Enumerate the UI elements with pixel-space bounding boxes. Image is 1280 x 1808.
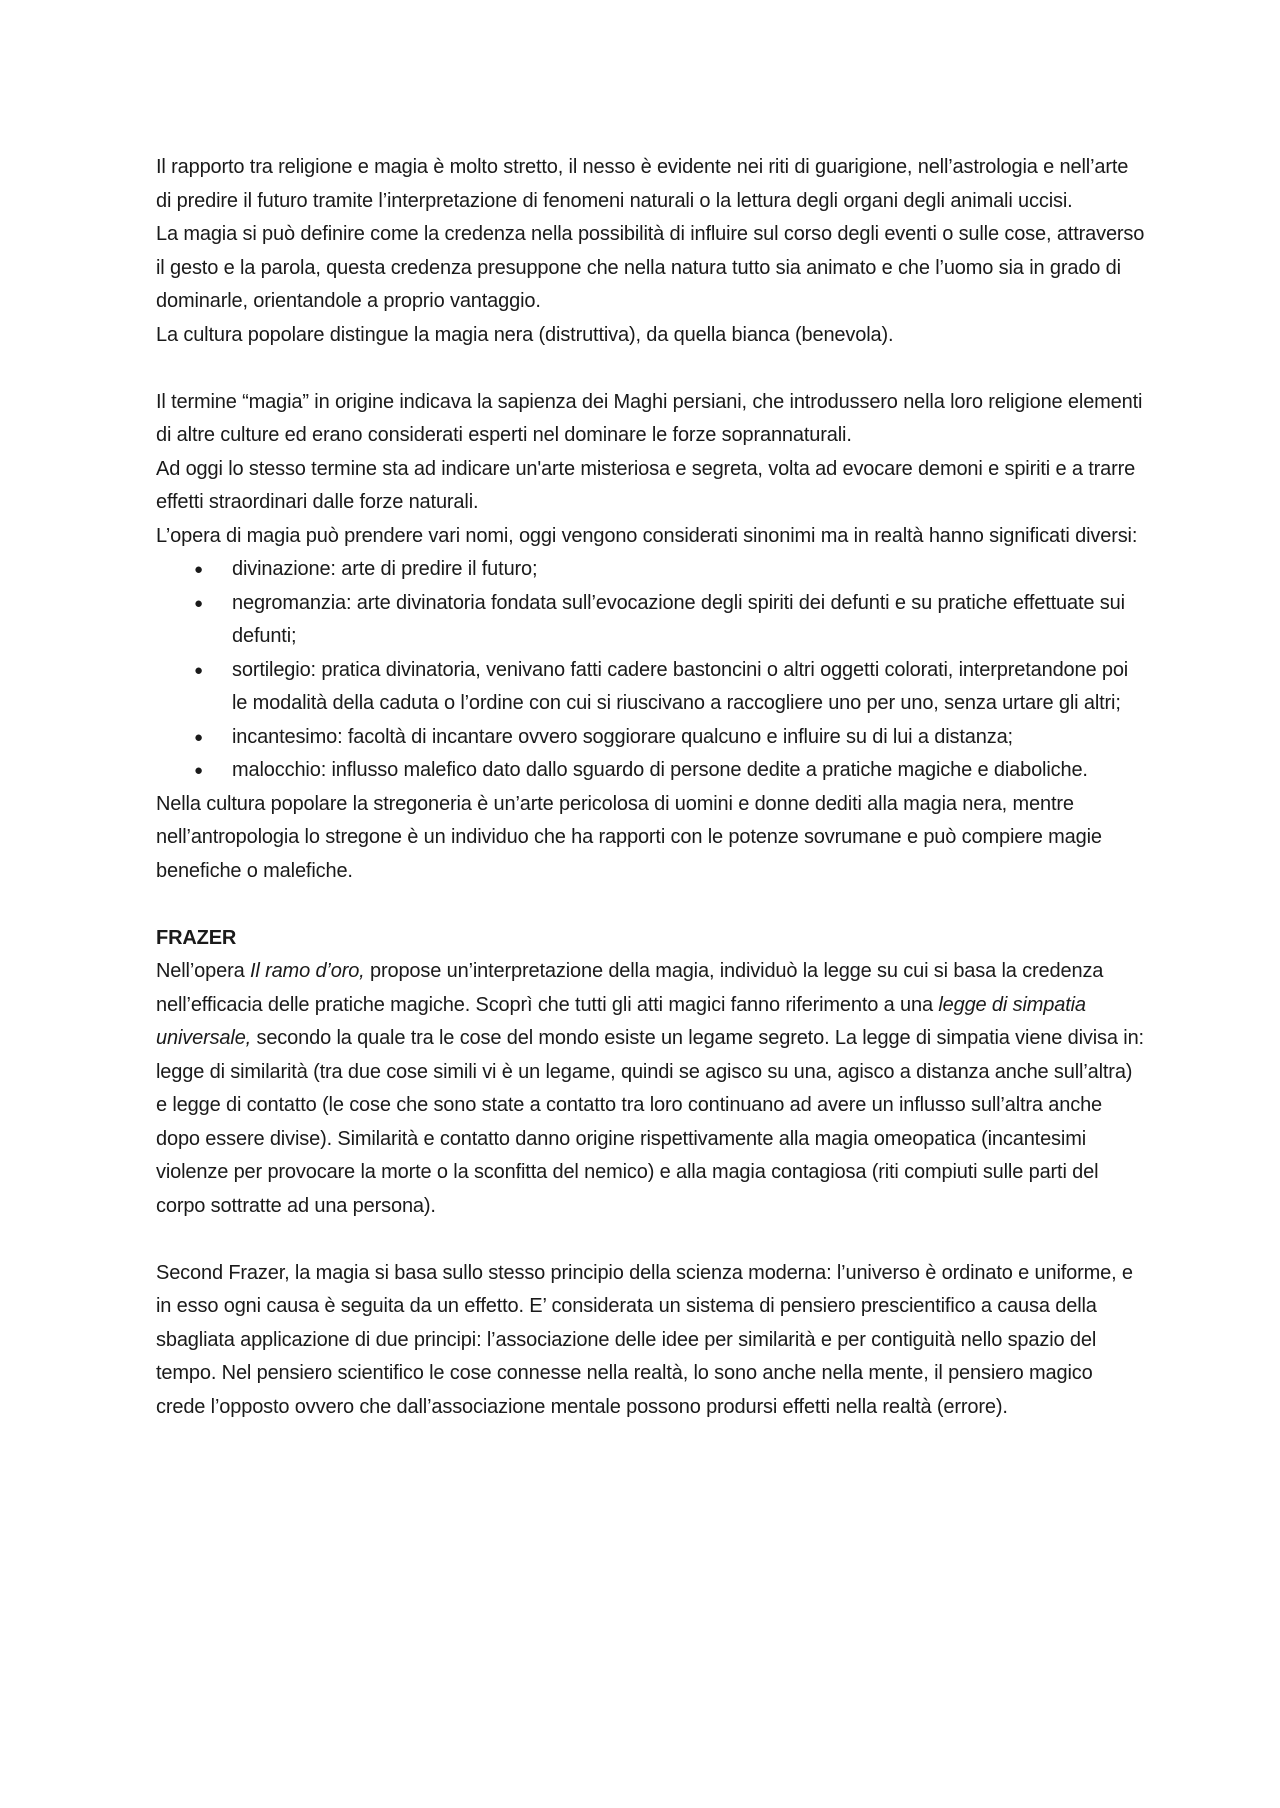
origin-paragraph-3: L’opera di magia può prendere vari nomi, oggi vengono considerati sinonimi ma in realtà hanno significati diversi: <box>156 524 1138 547</box>
list-item-text: sortilegio: pratica divinatoria, venivano fatti cadere bastoncini o altri oggetti colorati, interpretandone poi le modalità della caduta o l’ordine con cui si riuscivano a raccogliere uno per uno, senza urtare gli altri; <box>232 658 1129 714</box>
bullet-icon: ● <box>194 762 203 779</box>
frazer-paragraph-2: Second Frazer, la magia si basa sullo stesso principio della scienza moderna: l’universo è ordinato e uniforme, e in esso ogni causa è seguita da un effetto. E’ considerata un sistema di pensiero prescientifico a causa della sbagliata applicazione di due principi: l’associazione delle idee per similarità e per contiguità nello spazio del tempo. Nel pensiero scientifico le cose connesse nella realtà, lo sono anche nella mente, il pensiero magico crede l’opposto ovvero che dall’associazione mentale possono prodursi effetti nella realtà (errore). <box>156 1261 1133 1418</box>
origin-paragraph-2: Ad oggi lo stesso termine sta ad indicare un'arte misteriosa e segreta, volta ad evocare demoni e spiriti e a trarre effetti straordinari dalle forze naturali. <box>156 457 1136 513</box>
frazer-p1-text-a: Nell’opera <box>156 960 250 982</box>
intro-paragraph-1: Il rapporto tra religione e magia è molto stretto, il nesso è evidente nei riti di guarigione, nell’astrologia e nell’arte di predire il futuro tramite l’interpretazione di fenomeni naturali o la lettura degli organi degli animali uccisi. <box>156 156 1129 212</box>
frazer-p1-text-c: secondo la quale tra le cose del mondo esiste un legame segreto. La legge di simpatia viene divisa in: legge di similarità (tra due cose simili vi è un legame, quindi se agisco su una, agisco a distanza anche sull’altra) e legge di contatto (le cose che sono state a contatto tra loro continuano ad avere un influsso sull’altra anche dopo essere divise). Similarità e contatto danno origine rispettivamente alla magia omeopatica (incantesimi violenze per provocare la morte o la sconfitta del nemico) e alla magia contagiosa (riti compiuti sulle parti del corpo sottratte ad una persona). <box>156 1027 1144 1217</box>
law-term: legge di simpatia universale, <box>156 993 1086 1049</box>
bullet-icon: ● <box>194 594 203 612</box>
paragraph-spacer <box>156 352 1146 386</box>
list-item <box>156 587 1146 654</box>
list-item-text: divinazione: arte di predire il futuro; <box>232 558 538 580</box>
origin-paragraph-1: Il termine “magia” in origine indicava la sapienza dei Maghi persiani, che introdussero nella loro religione elementi di altre culture ed erano considerati esperti nel dominare le forze soprannaturali. <box>156 390 1143 446</box>
list-item <box>156 654 1146 721</box>
magic-terms-list <box>156 553 1146 788</box>
document-page <box>156 151 1146 1424</box>
list-item-text: negromanzia: arte divinatoria fondata sull’evocazione degli spiriti dei defunti e su pratiche effettuate sui defunti; <box>232 591 1125 647</box>
list-item <box>156 553 1146 587</box>
frazer-p1-text-b: propose un’interpretazione della magia, individuò la legge su cui si basa la credenza nell’efficacia delle pratiche magiche. Scoprì che tutti gli atti magici fanno riferimento a una <box>156 960 1104 1016</box>
frazer-heading: FRAZER <box>156 926 237 949</box>
list-item <box>156 754 1146 788</box>
intro-paragraph-3: La cultura popolare distingue la magia nera (distruttiva), da quella bianca (benevola). <box>156 323 894 346</box>
bullet-icon: ● <box>194 661 203 679</box>
paragraph-spacer <box>156 888 1146 922</box>
book-title: Il ramo d’oro, <box>249 960 365 982</box>
bullet-icon: ● <box>194 561 203 578</box>
bullet-icon: ● <box>194 728 203 746</box>
frazer-paragraph-1 <box>156 955 1146 1223</box>
list-item-text: malocchio: influsso malefico dato dallo sguardo di persone dedite a pratiche magiche e diaboliche. <box>232 759 1088 781</box>
list-item-text: incantesimo: facoltà di incantare ovvero soggiorare qualcuno e influire su di lui a distanza; <box>232 725 1013 748</box>
intro-paragraph-2: La magia si può definire come la credenza nella possibilità di influire sul corso degli eventi o sulle cose, attraverso il gesto e la parola, questa credenza presuppone che nella natura tutto sia animato e che l’uomo sia in grado di dominarle, orientandole a proprio vantaggio. <box>156 223 1145 312</box>
list-item <box>156 721 1146 755</box>
paragraph-spacer <box>156 1223 1146 1257</box>
origin-paragraph-4: Nella cultura popolare la stregoneria è un’arte pericolosa di uomini e donne dediti alla magia nera, mentre nell’antropologia lo stregone è un individuo che ha rapporti con le potenze sovrumane e può compiere magie benefiche o malefiche. <box>156 792 1102 882</box>
